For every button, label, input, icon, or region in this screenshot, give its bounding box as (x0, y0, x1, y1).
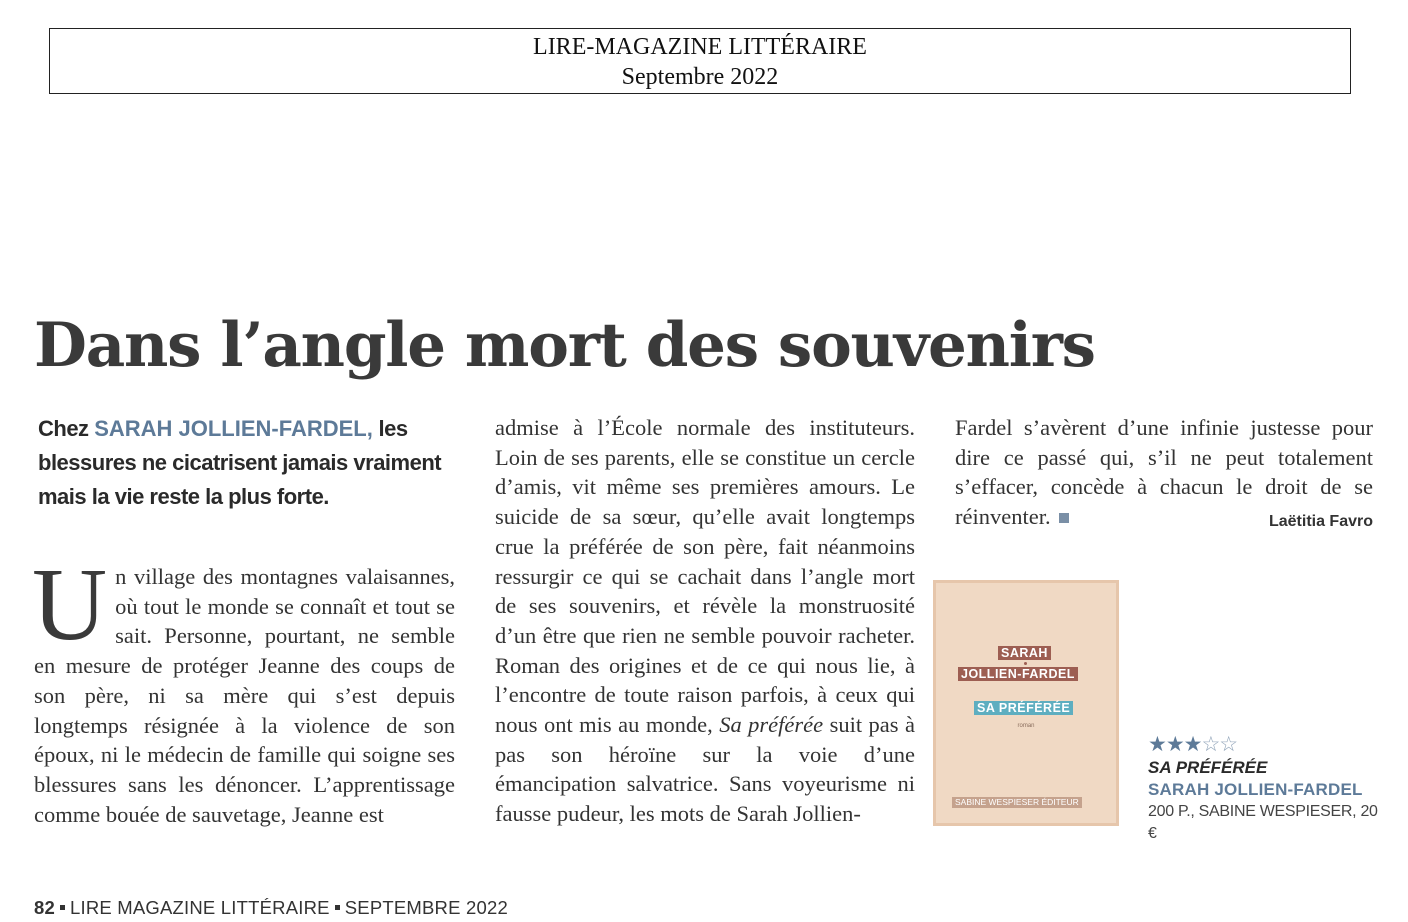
chapo-author: SARAH JOLLIEN-FARDEL, (94, 416, 373, 441)
article-column-2 (495, 413, 915, 829)
cover-author-line-2: JOLLIEN-FARDEL (958, 667, 1078, 681)
chapo-prefix: Chez (38, 416, 89, 441)
star-filled-icon: ★★★ (1148, 733, 1202, 756)
book-details: 200 P., SABINE WESPIESER, 20 € (1148, 803, 1378, 842)
rating-stars (1148, 733, 1378, 757)
drop-cap: U (32, 547, 108, 662)
chapo-rest: les blessures ne cicatrisent jamais vraiment mais la vie reste la plus forte. (38, 416, 442, 509)
separator-icon (60, 905, 65, 910)
book-cover-image (933, 580, 1119, 826)
article-signature: Laëtitia Favro (1268, 513, 1373, 531)
cover-title: SA PRÉFÉRÉE (974, 701, 1073, 715)
cover-genre: roman (1017, 723, 1035, 729)
page-footer (34, 896, 508, 920)
footer-magazine: LIRE MAGAZINE LITTÉRAIRE (69, 897, 330, 918)
footer-issue: SEPTEMBRE 2022 (344, 897, 508, 918)
book-title: SA PRÉFÉRÉE (1148, 758, 1268, 777)
article-headline: Dans l’angle mort des souvenirs (34, 310, 1095, 381)
source-header (49, 28, 1351, 94)
book-title-italic: Sa préférée (719, 712, 824, 738)
column-2-text-after: suit pas à pas son héroïne sur la voie d’une émancipation salvatrice. Sans voyeurisme ni fausse pudeur, les mots de Sarah Jollien- (495, 712, 915, 827)
publication-name: LIRE-MAGAZINE LITTÉRAIRE (533, 34, 867, 60)
book-info-box (1148, 733, 1378, 845)
column-3-text: Fardel s’avèrent d’une infinie justesse pour dire ce passé qui, s’il ne peut totalement s’effacer, concède à chacun le droit de se réinventer. (955, 415, 1373, 530)
star-empty-icon: ☆☆ (1201, 733, 1238, 756)
column-2-text-before: admise à l’École normale des instituteurs. Loin de ses parents, elle se constitue un cercle d’amis, vit même ses premières amours. Le suicide de sa sœur, qu’elle avait longtemps crue la préférée de son père, fait néanmoins ressurgir ce qui se cachait dans l’angle mort de ses souvenirs, et révèle la monstruosité d’un être que rien ne semble pouvoir racheter. Roman des origines et de ce qui nous lie, à l’encontre de toute raison parfois, à ceux qui nous ont mis au monde, (495, 415, 915, 738)
cover-dot-icon (1024, 662, 1027, 665)
article-chapo (38, 412, 458, 514)
separator-icon (335, 905, 340, 910)
page-number: 82 (34, 897, 55, 918)
article-column-1 (32, 547, 455, 829)
publication-date: Septembre 2022 (621, 64, 779, 90)
cover-author-line-1: SARAH (998, 646, 1051, 660)
article-column-3 (955, 413, 1373, 537)
column-1-text: n village des montagnes valaisannes, où tout le monde se connaît et tout se sait. Personne, pourtant, ne semble en mesure de protéger Jeanne des coups de son père, ni sa mère qui s’est depuis longtemps résignée à la violence de son époux, ni le médecin de famille qui soigne ses blessures sans les dénoncer. L’apprentissage comme bouée de sauvetage, Jeanne est (34, 564, 455, 827)
cover-publisher: SABINE WESPIESER ÉDITEUR (952, 797, 1082, 808)
book-author: SARAH JOLLIEN-FARDEL (1148, 780, 1363, 799)
end-mark-icon (1059, 513, 1069, 523)
